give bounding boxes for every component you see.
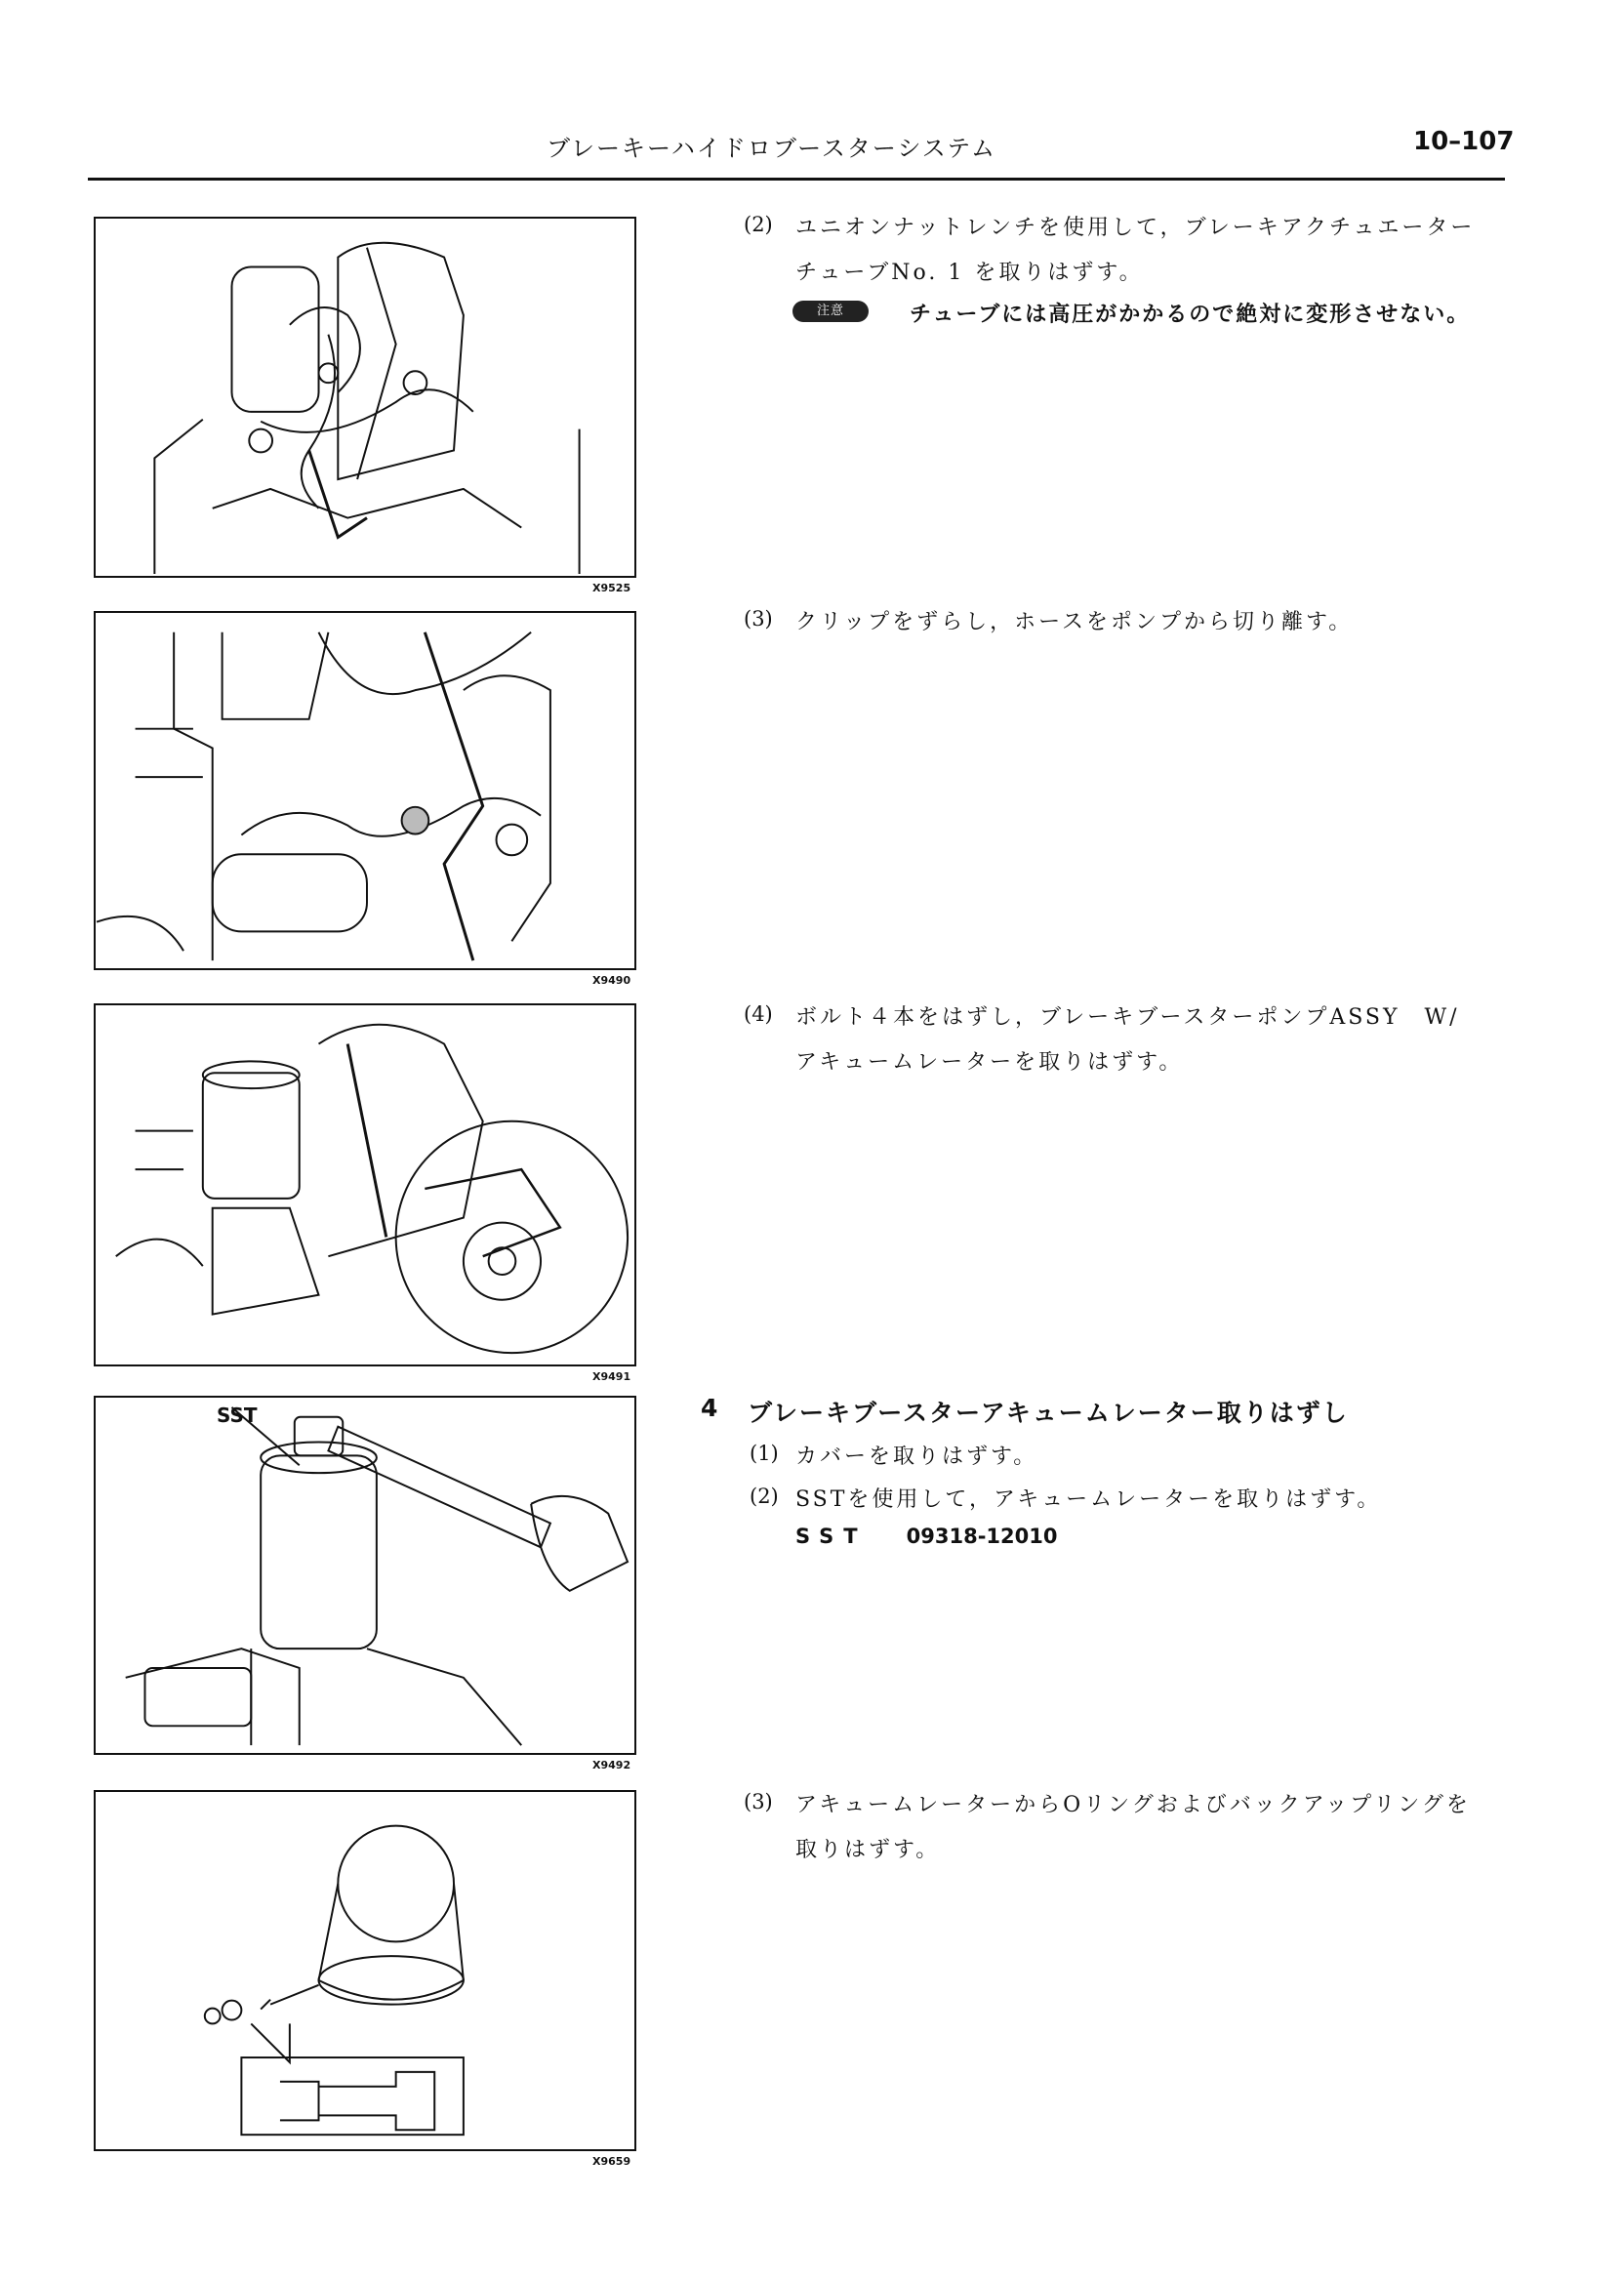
sst-code: 09318-12010 — [906, 1525, 1058, 1548]
engine-illustration-3 — [96, 1005, 634, 1364]
step-text: アキュームレーターからOリングおよびバックアップリングを — [795, 1793, 1471, 1817]
caution-badge: 注意 — [792, 301, 869, 322]
figure-id: X9525 — [592, 582, 631, 594]
step-number: (4) — [744, 1002, 773, 1026]
figure-accumulator-o-rings — [94, 1790, 636, 2151]
step-text: ユニオンナットレンチを使用して，ブレーキアクチュエーター — [795, 216, 1476, 240]
step-text: 取りはずす。 — [795, 1838, 941, 1862]
figure-id: X9492 — [592, 1759, 631, 1771]
step-number: (1) — [750, 1442, 779, 1465]
figure-engine-actuator-tube — [94, 217, 636, 578]
engine-illustration-2 — [96, 613, 634, 968]
figure-accumulator-sst — [94, 1396, 636, 1755]
step-text: SSTを使用して，アキュームレーターを取りはずす。 — [795, 1487, 1382, 1512]
step-number: (3) — [744, 607, 773, 631]
step-text: カバーを取りはずす。 — [795, 1445, 1038, 1469]
header-divider — [88, 178, 1505, 181]
step-number: (3) — [744, 1790, 773, 1813]
sst-callout-label: SST — [217, 1404, 258, 1427]
page-header-title: ブレーキーハイドロブースターシステム — [547, 135, 997, 162]
step-number: (2) — [744, 213, 773, 236]
figure-booster-pump-bolts — [94, 1003, 636, 1366]
caution-text: チューブには高圧がかかるので絶対に変形させない。 — [910, 303, 1471, 327]
step-text: ボルト４本をはずし，ブレーキブースターポンプASSY W/ — [795, 1005, 1460, 1030]
step-text: アキュームレーターを取りはずす。 — [795, 1050, 1184, 1075]
figure-id: X9490 — [592, 974, 631, 987]
page-number: 10–107 — [1413, 127, 1515, 156]
step-number: (2) — [750, 1485, 779, 1508]
step-text: クリップをずらし，ホースをポンプから切り離す。 — [795, 610, 1354, 634]
figure-pump-hose-clip — [94, 611, 636, 970]
engine-illustration-1 — [96, 219, 634, 576]
figure-id: X9659 — [592, 2155, 631, 2168]
section-title: ブレーキブースターアキュームレーター取りはずし — [748, 1399, 1349, 1427]
accumulator-sst-illustration — [96, 1398, 634, 1753]
sst-label: SST — [795, 1525, 868, 1548]
step-text: チューブNo. 1 を取りはずす。 — [795, 261, 1144, 285]
accumulator-o-ring-illustration — [96, 1792, 634, 2149]
figure-id: X9491 — [592, 1370, 631, 1383]
sst-tool-line — [795, 1525, 1057, 1548]
section-number: 4 — [701, 1394, 720, 1422]
